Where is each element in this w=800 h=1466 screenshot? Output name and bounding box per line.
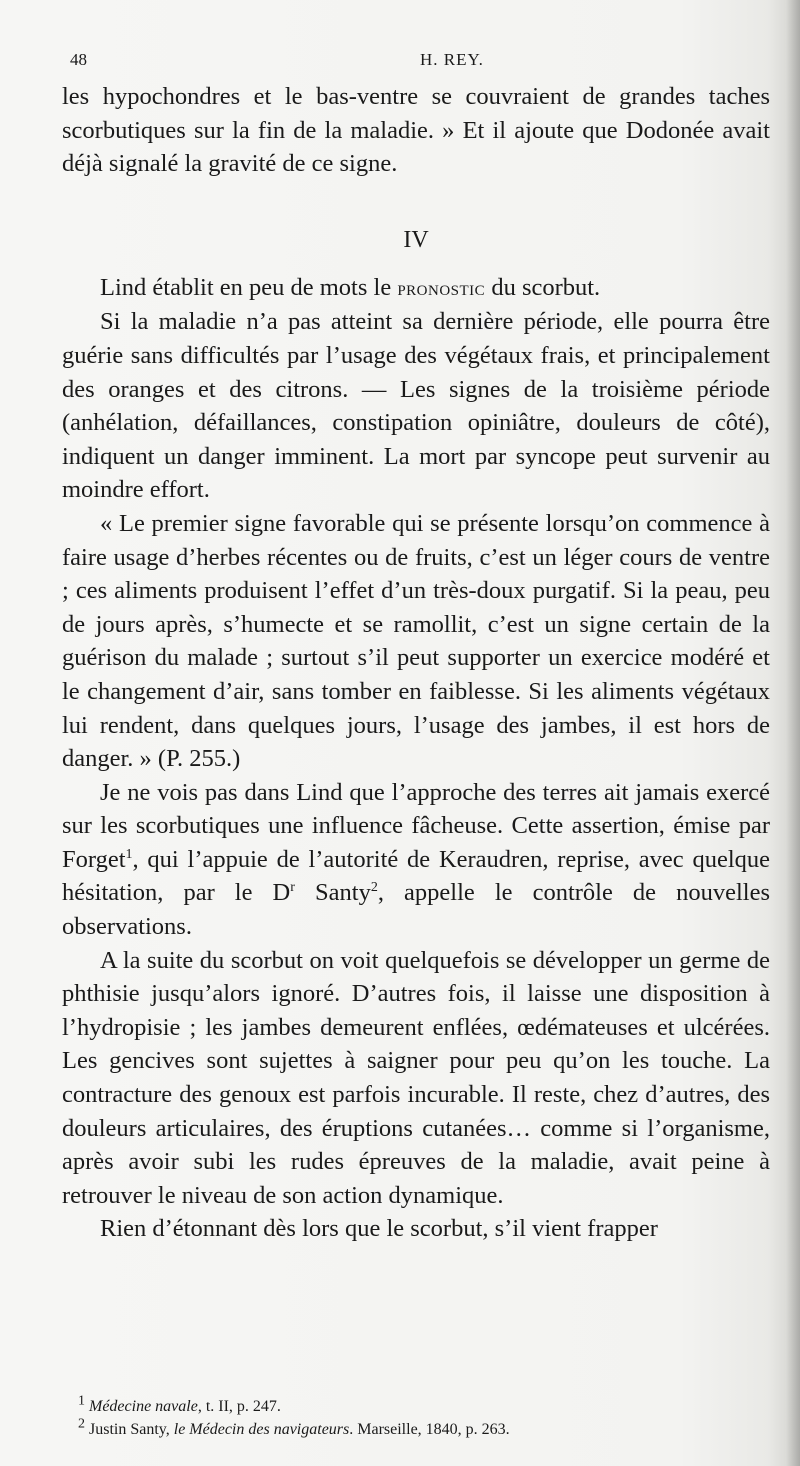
footnote-mark: 2 (78, 1416, 85, 1432)
keyword-pronostic: pronostic (397, 275, 486, 300)
footnote-2 (78, 1418, 758, 1441)
text-span: , qui l’appuie de l’autorité de Keraudren, reprise, avec quelque hésitation, par le D (62, 845, 770, 907)
footnote-1 (78, 1395, 758, 1418)
footnote-text: . Marseille, 1840, p. 263. (349, 1421, 510, 1438)
page-number: 48 (70, 50, 87, 69)
footnote-author: Justin Santy, (85, 1421, 174, 1438)
paragraph-sequelae: A la suite du scorbut on voit quelquefois se développer un germe de phthisie jusqu’alors ignoré. D’autres fois, il laisse une disposition à l’hydropisie ; les jambes demeurent enflées, œdémateuses et ulcérées. Les gencives sont sujettes à saigner pour peu qu’on les touche. La contracture des genoux est parfois incurable. Il reste, chez d’autres, des douleurs articulaires, des éruptions cutanées… comme si l’organisme, après avoir subi les rudes épreuves de la maladie, avait peine à retrouver le niveau de son action dynamique. (62, 946, 770, 1209)
paragraph-land-influence (62, 776, 770, 944)
paragraph-quotation: « Le premier signe favorable qui se présente lorsqu’on commence à faire usage d’herbes récentes ou de fruits, c’est un léger cours de ventre ; ces aliments produisent l’effet d’un très-doux purgatif. Si la peau, peu de jours après, s’humecte et se ramollit, c’est un signe certain de la guérison du malade ; surtout s’il peut supporter un exercice modéré et le changement d’air, sans tomber en faiblesse. Si les aliments végétaux lui rendent, dans quelques jours, l’usage des jambes, il est hors de danger. » (P. 255.) (62, 509, 770, 773)
body-text (62, 80, 770, 1246)
paragraph-prognosis-intro (62, 271, 770, 306)
paragraph-final: Rien d’étonnant dès lors que le scorbut, s’il vient frapper (100, 1215, 658, 1243)
footnote-mark: 1 (78, 1393, 85, 1409)
footnote-ref-2: 2 (370, 880, 378, 896)
footnotes (78, 1395, 758, 1441)
doctor-abbrev-sup: r (290, 880, 295, 896)
footnote-ref-1: 1 (125, 846, 133, 862)
page-edge-shadow (786, 0, 800, 1466)
paragraph-continuation: les hypochondres et le bas-ventre se couvraient de grandes taches scorbutiques sur la fin de la maladie. » Et il ajoute que Dodonée avait déjà signalé la gravité de ce signe. (62, 83, 770, 178)
page-header (65, 46, 770, 74)
footnote-title: le Médecin des navigateurs (173, 1421, 350, 1438)
footnote-title: Médecine navale (89, 1398, 198, 1415)
text-span: Je ne vois pas dans Lind que l’approche des terres ait jamais exercé sur les scorbutiques une influence fâcheuse. Cette assertion, émise par Forget (62, 778, 770, 873)
text-span: , appelle le contrôle de nouvelles observations. (62, 879, 771, 941)
section-heading: IV (403, 226, 429, 253)
footnote-text: , t. II, p. 247. (197, 1398, 281, 1415)
text-span: du scorbut. (491, 273, 601, 301)
text-span: Lind établit en peu de mots le (100, 273, 392, 301)
paragraph-prognosis: Si la maladie n’a pas atteint sa dernière période, elle pourra être guérie sans difficultés par l’usage des végétaux frais, et principalement des oranges et des citrons. — Les signes de la troisième période (anhélation, défaillances, constipation opiniâtre, douleurs de côté), indiquent un danger imminent. La mort par syncope peut survenir au moindre effort. (62, 308, 770, 504)
text-span: Santy (294, 879, 371, 907)
running-head: H. REY. (420, 50, 484, 69)
